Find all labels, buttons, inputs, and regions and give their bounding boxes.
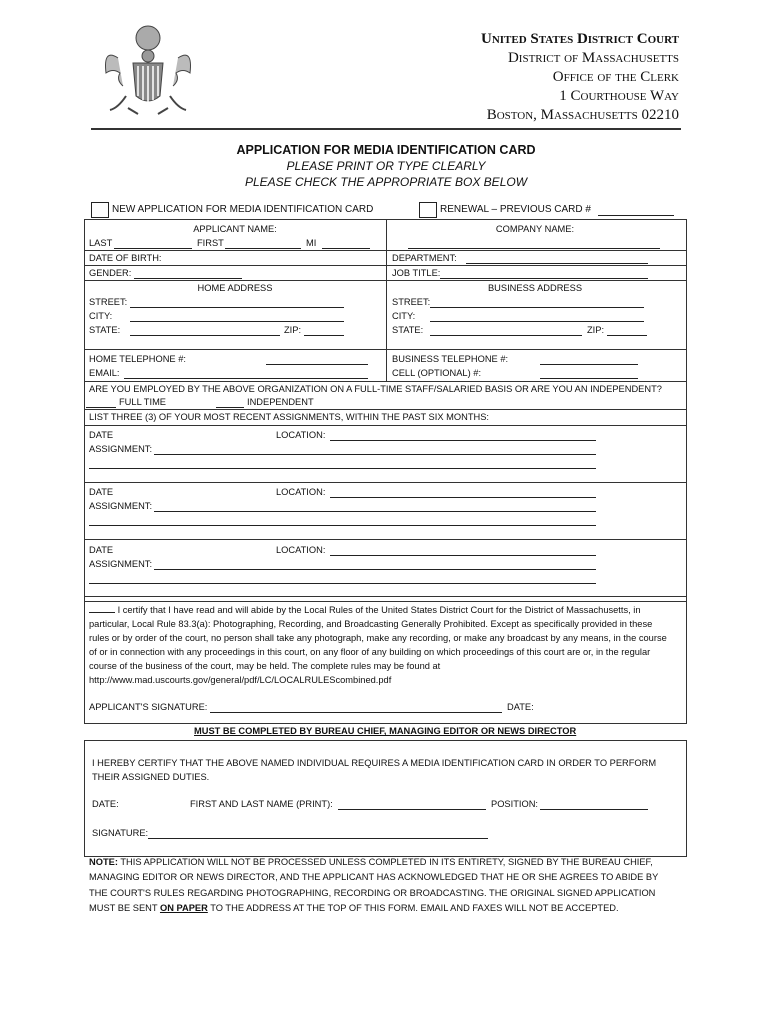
business-city-label: CITY: bbox=[392, 311, 416, 321]
assignment-2-location-label: LOCATION: bbox=[276, 487, 326, 497]
court-city: Boston, Massachusetts 02210 bbox=[486, 107, 679, 123]
assignment-1-location-label: LOCATION: bbox=[276, 430, 326, 440]
home-city-label: CITY: bbox=[89, 311, 113, 321]
business-state-field[interactable] bbox=[430, 325, 582, 336]
certification-text: I certify that I have read and will abide by the Local Rules of the United States District Court for the District of Massachusetts, in particular, Local Rule 83.3(a): Photographing, Recording, and Broadcasting Generally Prohibited. Except as specifically provided in these rules or by order of the court, no person shall take any photograph, make any recording, or make any broadcast by any means, in the course of or in connection with any proceedings in this court, on any floor of any building on which proceedings of this court are or, in the regular course of the business of the court, may be held. The complete rules may be found at http://www.mad.uscourts.gov/general/pdf/LC/LOCALRULEScombined.pdf bbox=[89, 605, 667, 685]
cell-label: CELL (OPTIONAL) #: bbox=[392, 368, 482, 378]
email-label: EMAIL: bbox=[89, 368, 120, 378]
job-title-label: JOB TITLE: bbox=[392, 268, 441, 278]
bureau-name-label: FIRST AND LAST NAME (PRINT): bbox=[190, 799, 333, 809]
cell-field[interactable] bbox=[540, 368, 638, 379]
court-heading bbox=[481, 30, 679, 125]
independent-label: INDEPENDENT bbox=[247, 397, 314, 407]
business-zip-field[interactable] bbox=[607, 325, 647, 336]
court-street: 1 Courthouse Way bbox=[559, 88, 679, 104]
gender-field[interactable] bbox=[134, 268, 242, 279]
email-field[interactable] bbox=[124, 368, 368, 379]
assignment-3-field[interactable] bbox=[154, 559, 596, 570]
bureau-header: MUST BE COMPLETED BY BUREAU CHIEF, MANAGING EDITOR OR NEWS DIRECTOR bbox=[194, 726, 577, 736]
bureau-position-label: POSITION: bbox=[491, 799, 539, 809]
bureau-date-label: DATE: bbox=[92, 799, 119, 809]
assignment-2-date-label: DATE bbox=[89, 487, 114, 497]
full-time-field[interactable] bbox=[86, 397, 116, 408]
mi-field[interactable] bbox=[322, 238, 370, 249]
court-name: United States District Court bbox=[480, 31, 679, 47]
applicant-signature-label: APPLICANT'S SIGNATURE: bbox=[89, 702, 208, 712]
home-address-header: HOME ADDRESS bbox=[197, 283, 273, 293]
assignment-1-location-field[interactable] bbox=[330, 430, 596, 441]
business-zip-label: ZIP: bbox=[587, 325, 605, 335]
bureau-certify-text: I HEREBY CERTIFY THAT THE ABOVE NAMED INDIVIDUAL REQUIRES A MEDIA IDENTIFICATION CARD IN ORDER TO PERFORM THEIR ASSIGNED DUTIES. bbox=[92, 758, 657, 782]
column-divider bbox=[386, 219, 387, 381]
last-name-label: LAST bbox=[89, 238, 113, 248]
assignment-2-field-line2[interactable] bbox=[89, 515, 596, 526]
bureau-signature-label: SIGNATURE: bbox=[92, 828, 149, 838]
court-district: District of Massachusetts bbox=[507, 50, 679, 66]
assignments-header: LIST THREE (3) OF YOUR MOST RECENT ASSIGNMENTS, WITHIN THE PAST SIX MONTHS: bbox=[89, 412, 489, 422]
previous-card-field[interactable] bbox=[598, 205, 674, 216]
last-name-field[interactable] bbox=[114, 238, 192, 249]
assignment-3-location-label: LOCATION: bbox=[276, 545, 326, 555]
independent-field[interactable] bbox=[216, 397, 244, 408]
form-subtitle-1: PLEASE PRINT OR TYPE CLEARLY bbox=[286, 159, 486, 173]
business-street-field[interactable] bbox=[430, 297, 644, 308]
home-zip-label: ZIP: bbox=[284, 325, 302, 335]
form-title: APPLICATION FOR MEDIA IDENTIFICATION CARD bbox=[236, 143, 536, 157]
business-street-label: STREET: bbox=[392, 297, 431, 307]
assignment-1-label: ASSIGNMENT: bbox=[89, 444, 153, 454]
note-on-paper: ON PAPER bbox=[159, 902, 208, 913]
note-label: NOTE: bbox=[89, 857, 118, 867]
applicant-date-label: DATE: bbox=[507, 702, 534, 712]
home-street-label: STREET: bbox=[89, 297, 128, 307]
note-text-2: TO THE ADDRESS AT THE TOP OF THIS FORM. EMAIL AND FAXES WILL NOT BE ACCEPTED. bbox=[210, 902, 619, 913]
note-paragraph bbox=[89, 855, 679, 916]
applicant-signature-field[interactable] bbox=[210, 702, 502, 713]
dob-label: DATE OF BIRTH: bbox=[89, 253, 162, 263]
assignment-1-field-line2[interactable] bbox=[89, 458, 596, 469]
note-text-1: THIS APPLICATION WILL NOT BE PROCESSED UNLESS COMPLETED IN ITS ENTIRETY, SIGNED BY THE BUREAU CHIEF, MANAGING EDITOR OR NEWS DIRECTOR, AND THE APPLICANT HAS ACKNOWLEDGED THAT HE OR SHE AGREES TO ABIDE BY THE COURT'S RULES REGARDING PHOTOGRAPHING, RECORDING OR BROADCASTING. THE ORIGINAL SIGNED APPLICATION MUST BE SENT bbox=[89, 857, 659, 913]
home-phone-label: HOME TELEPHONE #: bbox=[89, 354, 186, 364]
bureau-signature-field[interactable] bbox=[148, 828, 488, 839]
department-label: DEPARTMENT: bbox=[392, 253, 457, 263]
home-street-field[interactable] bbox=[130, 297, 344, 308]
department-field[interactable] bbox=[466, 253, 648, 264]
bureau-name-field[interactable] bbox=[338, 799, 486, 810]
gender-label: GENDER: bbox=[89, 268, 132, 278]
business-state-label: STATE: bbox=[392, 325, 424, 335]
certification-paragraph bbox=[89, 602, 675, 687]
first-name-field[interactable] bbox=[225, 238, 301, 249]
assignment-2-field[interactable] bbox=[154, 501, 596, 512]
assignment-3-field-line2[interactable] bbox=[89, 573, 596, 584]
business-phone-field[interactable] bbox=[540, 354, 638, 365]
renewal-label: RENEWAL – PREVIOUS CARD # bbox=[440, 204, 591, 215]
assignment-1-date-label: DATE bbox=[89, 430, 114, 440]
form-subtitle-2: PLEASE CHECK THE APPROPRIATE BOX BELOW bbox=[244, 175, 528, 189]
assignment-3-location-field[interactable] bbox=[330, 545, 596, 556]
home-state-label: STATE: bbox=[89, 325, 121, 335]
assignment-2-location-field[interactable] bbox=[330, 487, 596, 498]
full-time-label: FULL TIME bbox=[119, 397, 167, 407]
job-title-field[interactable] bbox=[440, 268, 648, 279]
employment-question: ARE YOU EMPLOYED BY THE ABOVE ORGANIZATION ON A FULL-TIME STAFF/SALARIED BASIS OR ARE YOU AN INDEPENDENT? bbox=[89, 384, 662, 394]
assignment-3-date-label: DATE bbox=[89, 545, 114, 555]
assignment-3-label: ASSIGNMENT: bbox=[89, 559, 153, 569]
assignment-2-label: ASSIGNMENT: bbox=[89, 501, 153, 511]
eagle-seal-icon bbox=[98, 18, 198, 118]
business-city-field[interactable] bbox=[430, 311, 644, 322]
business-address-header: BUSINESS ADDRESS bbox=[487, 283, 583, 293]
home-city-field[interactable] bbox=[130, 311, 344, 322]
bureau-position-field[interactable] bbox=[540, 799, 648, 810]
new-application-checkbox[interactable] bbox=[91, 202, 109, 218]
company-name-header: COMPANY NAME: bbox=[495, 224, 575, 234]
new-application-label: NEW APPLICATION FOR MEDIA IDENTIFICATION CARD bbox=[112, 204, 374, 215]
business-phone-label: BUSINESS TELEPHONE #: bbox=[392, 354, 509, 364]
company-name-field[interactable] bbox=[408, 238, 660, 249]
court-office: Office of the Clerk bbox=[552, 69, 679, 85]
applicant-name-header: APPLICANT NAME: bbox=[193, 224, 277, 234]
home-zip-field[interactable] bbox=[304, 325, 344, 336]
home-state-field[interactable] bbox=[130, 325, 280, 336]
header-rule bbox=[91, 128, 681, 130]
home-phone-field[interactable] bbox=[266, 354, 368, 365]
mi-label: MI bbox=[306, 238, 317, 248]
assignment-1-field[interactable] bbox=[154, 444, 596, 455]
first-name-label: FIRST bbox=[197, 238, 224, 248]
renewal-checkbox[interactable] bbox=[419, 202, 437, 218]
form-title-block bbox=[91, 143, 681, 189]
certification-initials-field[interactable] bbox=[89, 602, 115, 613]
